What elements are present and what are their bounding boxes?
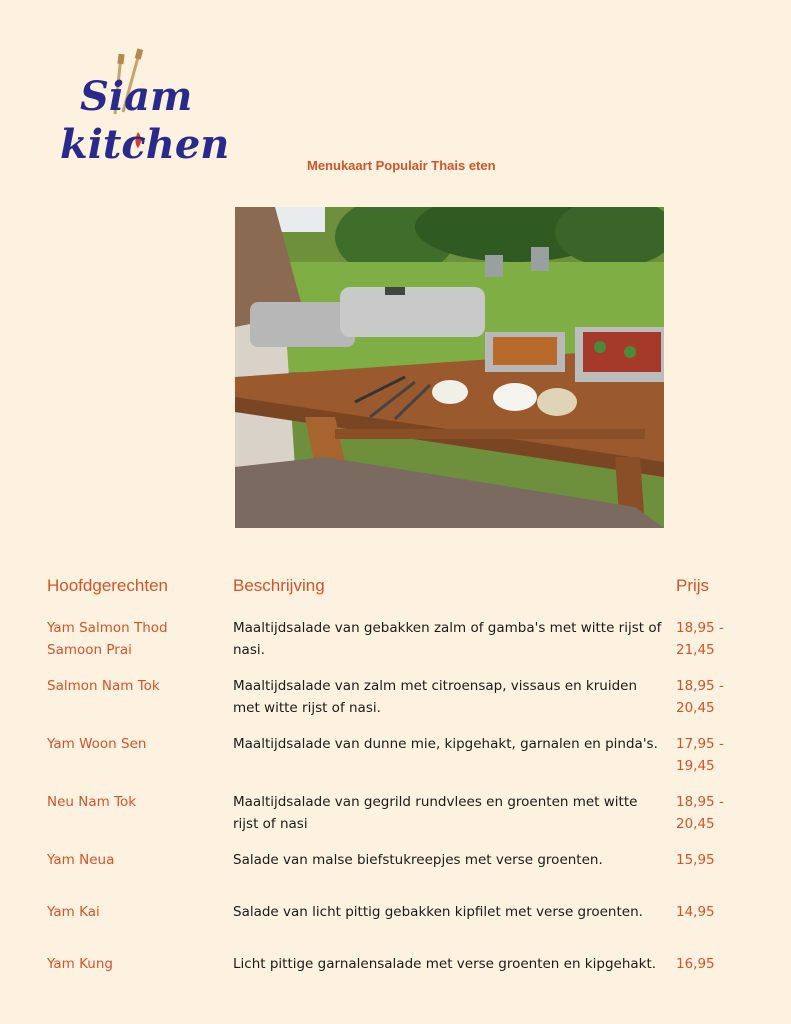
dish-description: Salade van malse biefstukreepjes met verse groenten.	[233, 852, 603, 868]
dish-name: Yam Kung	[47, 956, 113, 972]
dish-name: Salmon Nam Tok	[47, 678, 160, 694]
dish-price: 14,95	[676, 904, 715, 920]
dish-price: 17,95 - 19,45	[676, 736, 724, 774]
menu-subtitle: Menukaart Populair Thais eten	[307, 158, 496, 173]
dish-price: 15,95	[676, 852, 715, 868]
header-description: Beschrijving	[233, 576, 325, 595]
dish-name: Neu Nam Tok	[47, 794, 137, 810]
header-price: Prijs	[676, 576, 710, 595]
dish-name: Yam Woon Sen	[47, 736, 147, 752]
dish-price: 18,95 - 20,45	[676, 678, 724, 716]
dish-description: Maaltijdsalade van zalm met citroensap, vissaus en kruiden met witte rijst of nasi.	[233, 678, 638, 716]
dish-description: Salade van licht pittig gebakken kipfilet met verse groenten.	[233, 904, 643, 920]
dish-description: Maaltijdsalade van gebakken zalm of gamba's met witte rijst of nasi.	[233, 620, 662, 658]
logo	[58, 46, 233, 176]
dish-price: 18,95 - 21,45	[676, 620, 724, 658]
dish-description: Maaltijdsalade van dunne mie, kipgehakt, garnalen en pinda's.	[233, 736, 658, 752]
dish-description: Licht pittige garnalensalade met verse groenten en kipgehakt.	[233, 956, 657, 972]
buffet-photo	[235, 207, 664, 528]
dish-price: 18,95 - 20,45	[676, 794, 724, 832]
dish-name: Yam Neua	[47, 852, 115, 868]
dish-price: 16,95	[676, 956, 715, 972]
dish-name: Yam Salmon Thod Samoon Prai	[47, 620, 168, 658]
dish-description: Maaltijdsalade van gegrild rundvlees en groenten met witte rijst of nasi	[233, 794, 638, 832]
logo-text-siam: Siam	[80, 73, 193, 120]
dish-name: Yam Kai	[47, 904, 100, 920]
header-dishes: Hoofdgerechten	[47, 576, 168, 595]
logo-text-kitchen: kitchen	[60, 121, 230, 168]
